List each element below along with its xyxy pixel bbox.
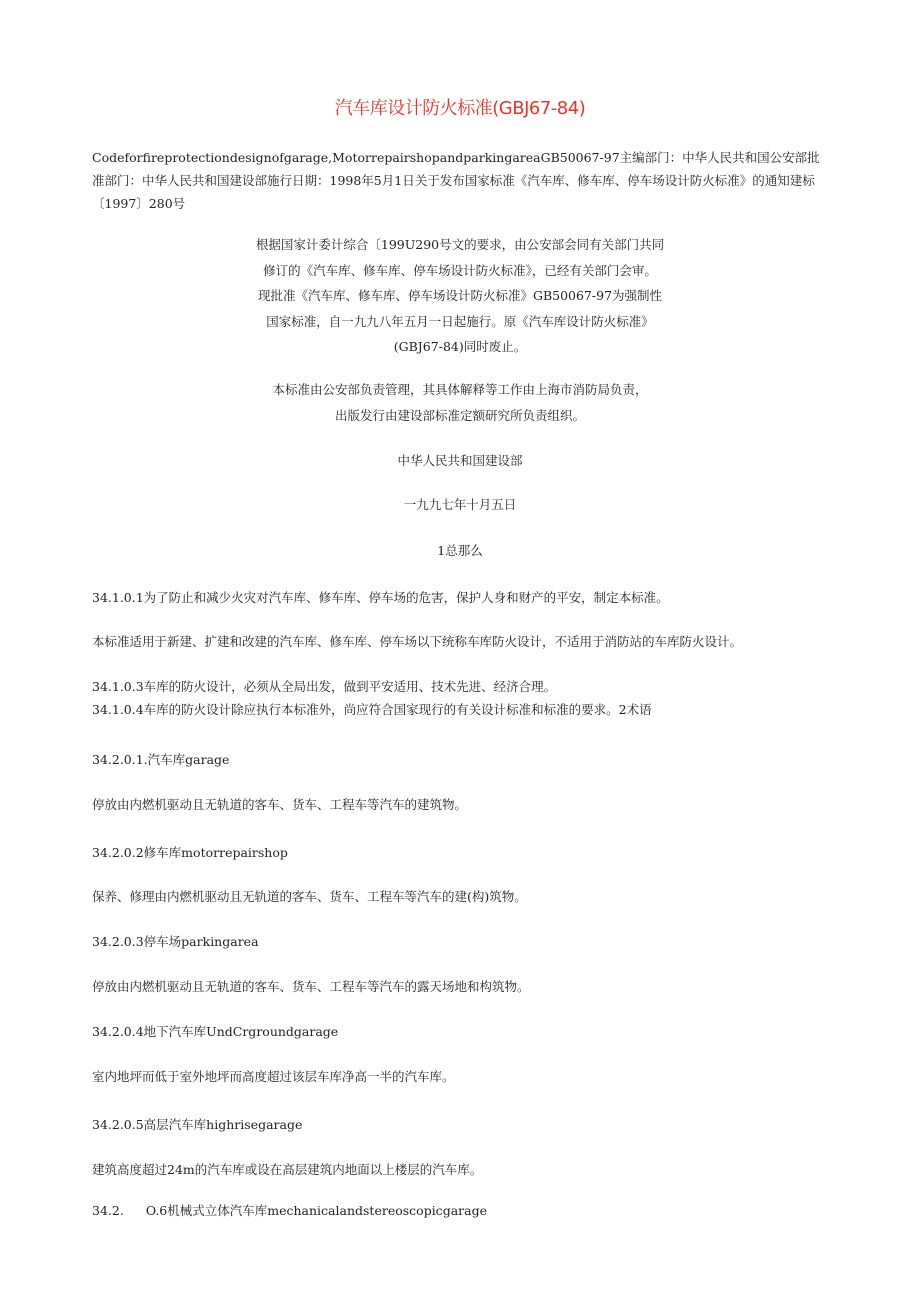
management-block (180, 377, 740, 428)
term-2-0-5-heading: 34.2.0.5高层汽车库highrisegarage (92, 1117, 303, 1132)
term-2-0-6-heading (92, 1201, 852, 1221)
term-2-0-1-heading: 34.2.0.1.汽车库garage (92, 752, 230, 767)
term-2-0-2-definition: 保养、修理由内燃机驱动且无轨道的客车、货车、工程车等汽车的建(构)筑物。 (92, 889, 527, 904)
chapter-heading: 1总那么 (437, 543, 483, 558)
issue-date: 一九九七年十月五日 (403, 497, 517, 512)
notice-line: 修订的《汽车库、修车库、停车场设计防火标准》，已经有关部门会审。 (263, 262, 657, 278)
clause-1-0-2: 本标准适用于新建、扩建和改建的汽车库、修车库、停车场以下统称车库防火设计，不适用于消防站的车库防火设计。 (92, 634, 743, 649)
term-2-0-6-title: O.6机械式立体汽车库mechanicalandstereoscopicgarage (145, 1203, 487, 1218)
document-title: 汽车库设计防火标准(GBJ67-84) (334, 98, 586, 119)
notice-line: 现批准《汽车库、修车库、停车场设计防火标准》GB50067-97为强制性 (257, 288, 663, 303)
term-2-0-2-heading: 34.2.0.2修车库motorrepairshop (92, 845, 288, 860)
clause-1-0-3: 34.1.0.3车库的防火设计，必须从全局出发，做到平安适用、技术先进、经济合理。 (92, 679, 557, 694)
management-line: 本标准由公安部负责管理，其具体解释等工作由上海市消防局负责， (272, 382, 648, 397)
notice-block (180, 232, 740, 360)
term-2-0-5-definition: 建筑高度超过24m的汽车库或设在高层建筑内地面以上楼层的汽车库。 (92, 1162, 483, 1177)
term-2-0-3-definition: 停放由内燃机驱动且无轨道的客车、货车、工程车等汽车的露天场地和构筑物。 (92, 979, 530, 994)
notice-line: 国家标准，自一九九八年五月一日起施行。原《汽车库设计防火标准》 (266, 313, 654, 329)
term-2-0-6-number: 34.2. (92, 1203, 124, 1218)
clause-1-0-1: 34.1.0.1为了防止和减少火灾对汽车库、修车库、停车场的危害，保护人身和财产的平安，制定本标准。 (92, 590, 669, 605)
term-2-0-4-definition: 室内地坪而低于室外地坪而高度超过该层车库净高一半的汽车库。 (92, 1069, 455, 1084)
notice-line: (GBJ67-84)同时废止。 (393, 339, 527, 354)
term-2-0-1-definition: 停放由内燃机驱动且无轨道的客车、货车、工程车等汽车的建筑物。 (92, 797, 468, 812)
notice-line: 根据国家计委计综合〔199U290号文的要求，由公安部会同有关部门共同 (255, 237, 665, 252)
management-line: 出版发行由建设部标准定额研究所负责组织。 (334, 407, 585, 423)
issuer: 中华人民共和国建设部 (397, 453, 523, 468)
clause-1-0-4: 34.1.0.4车库的防火设计除应执行本标准外，尚应符合国家现行的有关设计标准和标准的要求。2术语 (92, 702, 652, 717)
term-2-0-3-heading: 34.2.0.3停车场parkingarea (92, 934, 259, 949)
intro-paragraph: Codeforfireprotectiondesignofgarage,MotorrepairshopandparkingareaGB50067-97主编部门：中华人民共和国公安部批准部门：中华人民共和国建设部施行日期：1998年5月1日关于发布国家标准《汽车库、修车库、停车场设计防火标准》的通知建标〔1997〕280号 (92, 150, 820, 211)
term-2-0-4-heading: 34.2.0.4地下汽车库UndCrgroundgarage (92, 1024, 339, 1039)
